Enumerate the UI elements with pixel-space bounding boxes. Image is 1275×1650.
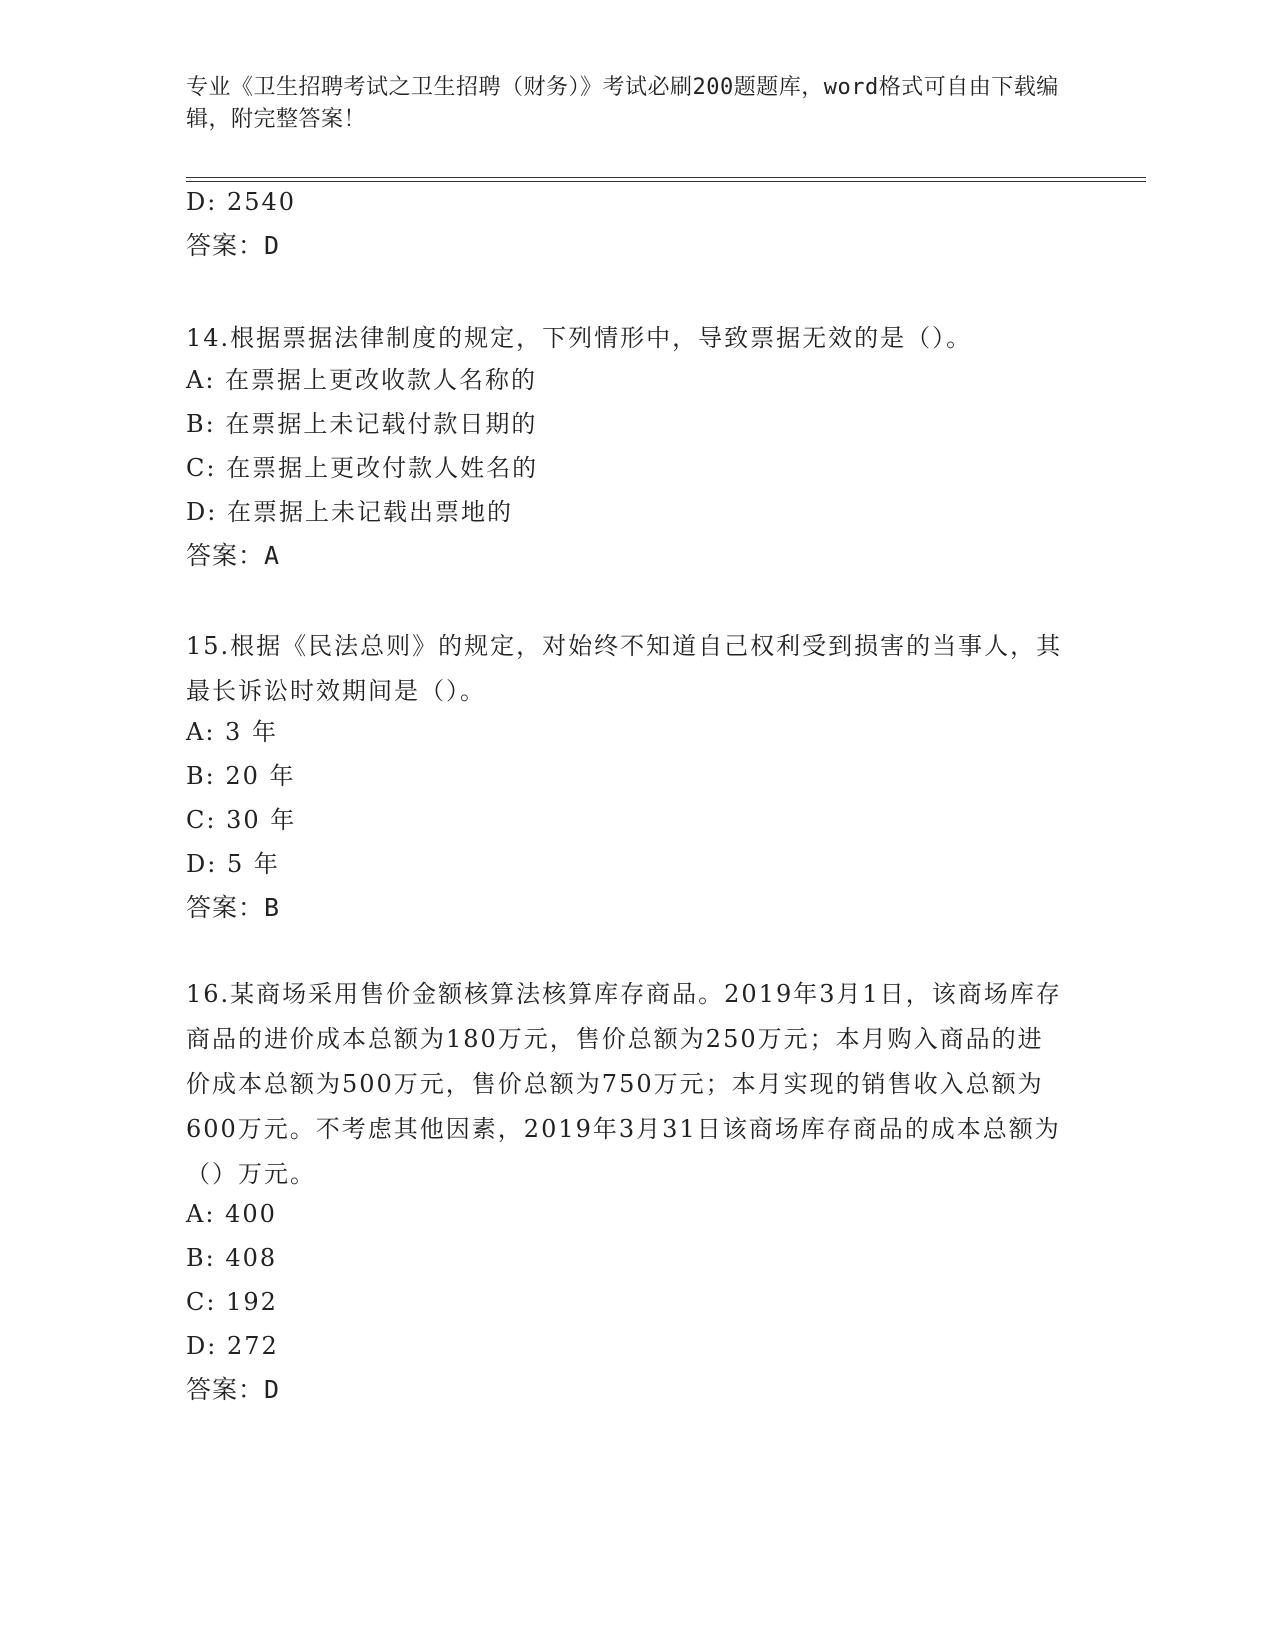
question-16-option-b: B: 408 xyxy=(186,1244,278,1272)
question-15-option-d: D: 5 年 xyxy=(186,850,280,878)
header-divider-bottom xyxy=(186,181,1146,182)
prev-option-d: D: 2540 xyxy=(186,188,297,216)
question-14-stem: 14.根据票据法律制度的规定，下列情形中，导致票据无效的是（）。 xyxy=(186,324,973,352)
question-15-option-a: A: 3 年 xyxy=(186,718,278,746)
question-14-option-b: B: 在票据上未记载付款日期的 xyxy=(186,410,538,438)
prev-answer: 答案：D xyxy=(186,231,281,260)
question-15-option-c: C: 30 年 xyxy=(186,806,297,834)
question-15-answer: 答案：B xyxy=(186,893,281,922)
question-14-option-c: C: 在票据上更改付款人姓名的 xyxy=(186,454,539,482)
page-header-title: 专业《卫生招聘考试之卫生招聘（财务）》考试必刷200题题库，word格式可自由下载编辑，附完整答案！ xyxy=(186,75,1059,132)
question-14-answer: 答案：A xyxy=(186,541,281,570)
header-divider-top xyxy=(186,177,1146,178)
question-16-option-a: A: 400 xyxy=(186,1200,277,1228)
question-16-option-c: C: 192 xyxy=(186,1288,278,1316)
question-15-option-b: B: 20 年 xyxy=(186,762,296,790)
question-14-option-d: D: 在票据上未记载出票地的 xyxy=(186,498,513,526)
question-15-stem: 15.根据《民法总则》的规定，对始终不知道自己权利受到损害的当事人，其最长诉讼时效期间是（）。 xyxy=(186,632,1063,705)
question-14-option-a: A: 在票据上更改收款人名称的 xyxy=(186,366,538,394)
question-16-stem: 16.某商场采用售价金额核算法核算库存商品。2019年3月1日，该商场库存商品的进价成本总额为180万元，售价总额为250万元；本月购入商品的进价成本总额为500万元，售价总额为750万元；本月实现的销售收入总额为600万元。不考虑其他因素，2019年3月31日该商场库存商品的成本总额为（）万元。 xyxy=(186,980,1062,1188)
question-16-option-d: D: 272 xyxy=(186,1332,279,1360)
question-16-answer: 答案：D xyxy=(186,1375,281,1404)
